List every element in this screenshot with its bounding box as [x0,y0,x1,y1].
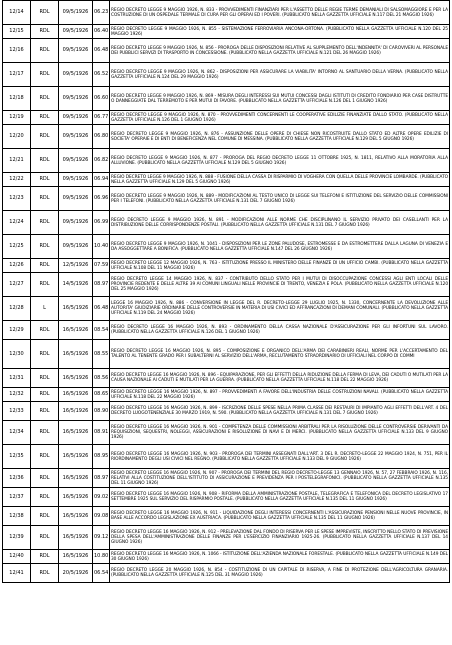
act-type: RDL [31,235,59,259]
act-description: REGIO DECRETO LEGGE 16 MAGGIO 1926, N. 901 - COMPETENZA DELLE COMMISSIONI ARBITRALI PER LA RISOLUZIONE DELLE CONTROVERSIE DERIVANTI DA REQUISIZIONI, SEQUESTRI, NOLEGGI, ASSICURAZIONI E RISOLUZIONE DI NAVI E DI MERCI. (PUBBLICATO NELLA GAZZETTA UFFICIALE N.133 DEL 9 GIUGNO 1926) [110,421,450,445]
act-type: RDL [31,340,59,369]
act-description: REGIO DECRETO LEGGE 16 MAGGIO 1926, N. 897 - PROVVEDIMENTI A FAVORE DELL'INDUSTRIA DELLE COSTRUZIONI NAVALI. (PUBBLICATO NELLA GAZZETTA UFFICIALE N.118 DEL 22 MAGGIO 1926) [111,389,448,400]
table-row [3,526,450,550]
act-date: 09/5/1926 [59,111,93,125]
page-ref: 08.54 [93,321,110,340]
table-row [3,564,450,583]
entry-number: 12/18 [3,87,31,111]
table-row [3,340,450,369]
act-type: RDL [31,526,59,550]
page-ref: 10.80 [93,550,110,564]
table-row [3,402,450,421]
act-date: 16/5/1926 [59,297,93,321]
table-row [3,488,450,507]
act-date: 16/5/1926 [59,488,93,507]
act-description: REGIO DECRETO LEGGE 16 MAGGIO 1926, N. 899 - ISCRIZIONE DELLE SPESE NELLA PRIMA CLASSE DEI RESTAURI DI IMPIANTO AGLI EFFETTI DELL'ART. 4 DEL DECRETO LUOGOTENENZIALE 30 MARZO 1919, N. 590. (PUBBLICATO NELLA GAZZETTA UFFICIALE N.131 DEL 7 GIUGNO 1926) [110,402,450,421]
page-ref: 06.94 [93,173,110,187]
act-date: 09/5/1926 [59,211,93,235]
act-type: RDL [31,445,59,469]
act-type: RDL [31,87,59,111]
page-ref: 06.99 [93,211,110,235]
page-ref: 06.77 [93,111,110,125]
page-ref: 06.80 [93,125,110,149]
act-type: RDL [31,564,59,583]
table-row [3,469,450,488]
act-type: RDL [31,388,59,402]
decree-index-table [2,0,450,583]
table-row [3,369,450,388]
entry-number: 12/31 [3,369,31,388]
decree-rows [3,1,450,583]
act-date: 16/5/1926 [59,469,93,488]
act-date: 16/5/1926 [59,369,93,388]
act-type: RDL [31,488,59,507]
table-row [3,421,450,445]
act-type: RDL [31,39,59,63]
page-ref: 06.23 [93,1,110,25]
act-description: REGIO DECRETO LEGGE 9 MAGGIO 1926, N. 870 - PROVVEDIMENTI CONCERNENTI LE COOPERATIVE EDILIZIE FINANZIATE DALLO STATO. (PUBBLICATO NELLA GAZZETTA UFFICIALE N.126 DEL 1 GIUGNO 1926) [111,112,448,123]
act-date: 16/5/1926 [59,550,93,564]
act-date: 12/5/1926 [59,259,93,273]
entry-number: 12/36 [3,469,31,488]
entry-number: 12/32 [3,388,31,402]
act-date: 09/5/1926 [59,25,93,39]
act-description: REGIO DECRETO LEGGE 16 MAGGIO 1926, N. 911 - LIQUIDAZIONE DEGLI INTERESSI CONCERNENTI L'ASSICURAZIONE PENSIONI NELLE NUOVE PROVINCIE, IN BASE ALLE ACCORDO LEGISLAZIONE EX AUSTRIACA. (PUBBLICATO NELLA GAZZETTA UFFICIALE N.135 DEL 11 GIUGNO 1926) [110,507,450,526]
table-row [3,39,450,63]
act-description: REGIO DECRETO LEGGE 20 MAGGIO 1926, N. 854 - COSTITUZIONE DI UN CAPITALE DI RISERVA, A FINE DI PROTEZIONE DELL'AGRICOLTURA GRANARIA. (PUBBLICATO NELLA GAZZETTA UFFICIALE N.125 DEL 31 MAGGIO 1926) [110,564,450,583]
entry-number: 12/26 [3,259,31,273]
act-date: 09/5/1926 [59,173,93,187]
act-date: 16/5/1926 [59,445,93,469]
page-ref: 06.96 [93,187,110,211]
act-type: RDL [31,550,59,564]
act-date: 09/5/1926 [59,63,93,87]
page-ref: 06.52 [93,63,110,87]
act-description: REGIO DECRETO LEGGE 9 MAGGIO 1926, N. 869 - MISURA DEGLI INTERESSI SUI MUTUI CONCESSI DAGLI ISTITUTI DI CREDITO FONDIARIO PER CASE DISTRUTTE O DANNEGGIATE DAL TERREMOTO E PER MUTUI DI FAVORE. (PUBBLICATO NELLA GAZZETTA UFFICIALE N.126 DEL 1 GIUGNO 1926) [110,87,450,111]
act-description: REGIO DECRETO LEGGE 16 MAGGIO 1926, N. 1066 - ISTITUZIONE DELL'AZIENDA NAZIONALE FORESTALE. (PUBBLICATO NELLA GAZZETTA UFFICIALE N.149 DEL 30 GIUGNO 1926) [111,551,448,562]
act-date: 09/5/1926 [59,87,93,111]
page-ref: 09.02 [93,488,110,507]
act-description: REGIO DECRETO LEGGE 9 MAGGIO 1926, N. 856 - PROROGA DELLE DISPOSIZIONI RELATIVE AL SUPPLEMENTO DELL'INDENNITA' DI CAROVIVERI AL PERSONALE DEI PUBBLICI SERVIZI DI TRASPORTO IN CONCESSIONE. (PUBBLICATO NELLA GAZZETTA UFFICIALE N.121 DEL 26 MAGGIO 1926) [110,39,450,63]
act-description: REGIO DECRETO LEGGE 16 MAGGIO 1926, N. 903 - PROROGA DEI TERMINI ASSEGNATI DALL'ART. 3 DEL R. DECRETO-LEGGE 22 MAGGIO 1924, N. 751, PER IL RIORDINAMENTO DEGLI USI CIVICI NEL REGNO. (PUBBLICATO NELLA GAZZETTA UFFICIALE N.133 DEL 9 GIUGNO 1926) [110,445,450,469]
entry-number: 12/16 [3,39,31,63]
act-date: 16/5/1926 [59,402,93,421]
entry-number: 12/38 [3,507,31,526]
act-type: RDL [31,1,59,25]
act-date: 09/5/1926 [59,125,93,149]
act-type: RDL [31,421,59,445]
entry-number: 12/20 [3,125,31,149]
entry-number: 12/14 [3,1,31,25]
entry-number: 12/22 [3,173,31,187]
entry-number: 12/24 [3,211,31,235]
table-row [3,445,450,469]
act-date: 09/5/1926 [59,235,93,259]
act-description: REGIO DECRETO LEGGE 9 MAGGIO 1926, N. 891 - MODIFICAZIONI ALLE NORME CHE DISCIPLINANO IL SERVIZIO PRIVATO DEI CASELLANTI PER LA DISTRIBUZIONE DELLE CORRISPONDENZE POSTALI. (PUBBLICATO NELLA GAZZETTA UFFICIALE N.131 DEL 7 GIUGNO 1926) [110,211,450,235]
act-description: REGIO DECRETO LEGGE 12 MAGGIO 1926, N. 763 - ISTITUZIONE PRESSO IL MINISTERO DELLE FINANZE DI UN UFFICIO CAMBI. (PUBBLICATO NELLA GAZZETTA UFFICIALE N.108 DEL 11 MAGGIO 1926) [111,260,448,271]
table-row [3,87,450,111]
act-description: REGIO DECRETO LEGGE 16 MAGGIO 1926, N. 908 - RIFORMA DELLA AMMINISTRAZIONE POSTALE, TELEGRAFICA E TELEFONICA DEL DECRETO LEGISLATIVO 17 SETTEMBRE 1925 SUL SERVIZIO DEL RISPARMIO POSTALE. (PUBBLICATO NELLA GAZZETTA UFFICIALE N.135 DEL 11 GIUGNO 1926) [110,488,450,507]
entry-number: 12/37 [3,488,31,507]
act-type: RDL [31,469,59,488]
entry-number: 12/27 [3,273,31,297]
act-type: RDL [31,369,59,388]
table-row [3,125,450,149]
act-type: RDL [31,149,59,173]
entry-number: 12/19 [3,111,31,125]
entry-number: 12/41 [3,564,31,583]
table-row [3,211,450,235]
act-type: RDL [31,125,59,149]
page-ref: 06.60 [93,87,110,111]
act-type: RDL [31,402,59,421]
page-ref: 08.97 [93,469,110,488]
act-type: RDL [31,259,59,273]
act-date: 09/5/1926 [59,39,93,63]
table-row [3,273,450,297]
entry-number: 12/17 [3,63,31,87]
act-description: REGIO DECRETO LEGGE 16 MAGGIO 1926, N. 896 - EQUIPARAZIONE, PER GLI EFFETTI DELLA RIDUZIONE DELLA FERMA DI LEVA, DEI CADUTI O MUTILATI PER LA CAUSA NAZIONALE AI CADUTI E MUTILATI PER LA GUERRA. (PUBBLICATO NELLA GAZZETTA UFFICIALE N.118 DEL 22 MAGGIO 1926) [110,369,450,388]
act-description: LEGGE 16 MAGGIO 1926, N. 886 - CONVERSIONE IN LEGGE DEL R. DECRETO-LEGGE 29 LUGLIO 1925, N. 1330, CONCERNENTE LA DEVOLUZIONE ALLE AUTORITA' GIUDIZIARIE ORDINARIE DELLE CONTROVERSIE IN MATERIA DI USI CIVICI ED AFFRANCAZIONI DI DEMANI COMUNALI. (PUBBLICATO NELLA GAZZETTA UFFICIALE N.119 DEL 24 MAGGIO 1926) [110,297,450,321]
entry-number: 12/15 [3,25,31,39]
act-description: REGIO DECRETO LEGGE 9 MAGGIO 1926, N. 888 - FUSIONE DELLA CASSA DI RISPARMIO DI VOGHERA CON QUELLA DELLE PROVINCIE LOMBARDE. (PUBBLICATO NELLA GAZZETTA UFFICIALE N.129 DEL 5 GIUGNO 1926) [111,174,448,185]
table-row [3,388,450,402]
page-ref: 08.91 [93,421,110,445]
entry-number: 12/40 [3,550,31,564]
table-row [3,63,450,87]
page-ref: 09.12 [93,526,110,550]
entry-number: 12/23 [3,187,31,211]
act-type: L [31,297,59,321]
act-type: RDL [31,273,59,297]
page-ref: 08.56 [93,369,110,388]
page-ref: 10.40 [93,235,110,259]
act-description: REGIO DECRETO LEGGE 9 MAGGIO 1926, N. 833 - PROVVEDIMENTI FINANZIARI PER L'ASSETTO DELLE REGIE TERME DEMANIALI DI SALSOMAGGIORE E PER LA COSTRUZIONE DI UN OSPEDALE TERMALE DI CURA PER GLI OPERAI ED I POVERI. (PUBBLICATO NELLA GAZZETTA UFFICIALE N.117 DEL 21 MAGGIO 1926) [110,1,450,25]
entry-number: 12/33 [3,402,31,421]
table-row [3,297,450,321]
table-row [3,187,450,211]
act-date: 09/5/1926 [59,149,93,173]
page-ref: 09.08 [93,507,110,526]
act-description: REGIO DECRETO LEGGE 14 MAGGIO 1926, N. 837 - CONTRIBUTO DELLO STATO PER I MUTUI DI DISOCCUPAZIONE CONCESSI AGLI ENTI LOCALI DELLE PROVINCIE REDENTE E DELLE ALTRE 39 AI COMUNI LINGUALI NELLE PROVINCIE DI TRENTO, VENEZIA E POLA. (PUBBLICATO NELLA GAZZETTA UFFICIALE N.120 DEL 25 MAGGIO 1926) [110,273,450,297]
entry-number: 12/34 [3,421,31,445]
act-type: RDL [31,25,59,39]
act-type: RDL [31,63,59,87]
act-description: REGIO DECRETO LEGGE 9 MAGGIO 1926, N. 1041 - DISPOSIZIONI PER LE ZONE PALUDOSE, ESTROMESSE E DA ESTROMETTERE DALLA LAGUNA DI VENEZIA E DA ASSOGGETTARE A BONIFICA. (PUBBLICATO NELLA GAZZETTA UFFICIALE N.147 DEL 26 GIUGNO 1926) [110,235,450,259]
act-type: RDL [31,507,59,526]
table-row [3,1,450,25]
page-ref: 07.59 [93,259,110,273]
table-row [3,149,450,173]
act-date: 09/5/1926 [59,1,93,25]
page-ref: 06.54 [93,564,110,583]
page-ref: 08.55 [93,340,110,369]
act-description: REGIO DECRETO LEGGE 9 MAGGIO 1926, N. 876 - ASSUNZIONE DELLE OPERE DI CHIESE NON RICOSTRUITE DALLO STATO ED ALTRE OPERE EDILIZIE DI SOCIETA' OPERAIE E DI ENTI DI BENEFICENZA NEL COMUNE DI MESSINA. (PUBBLICATO NELLA GAZZETTA UFFICIALE N.129 DEL 5 GIUGNO 1926) [110,125,450,149]
page-ref: 06.48 [93,297,110,321]
entry-number: 12/30 [3,340,31,369]
act-date: 16/5/1926 [59,388,93,402]
act-description: REGIO DECRETO LEGGE 9 MAGGIO 1926, N. 862 - DISPOSIZIONI PER ASSICURARE LA VIABILITA' INTORNO AL SANTUARIO DELLA VERNA. (PUBBLICATO NELLA GAZZETTA UFFICIALE N.124 DEL 29 MAGGIO 1926) [110,63,450,87]
page-ref: 08.65 [93,388,110,402]
act-date: 16/5/1926 [59,526,93,550]
table-row [3,507,450,526]
act-date: 16/5/1926 [59,340,93,369]
act-type: RDL [31,111,59,125]
entry-number: 12/28 [3,297,31,321]
table-row [3,111,450,125]
act-date: 14/5/1926 [59,273,93,297]
page-ref: 06.48 [93,39,110,63]
table-row [3,235,450,259]
table-row [3,259,450,273]
table-row [3,25,450,39]
act-date: 09/5/1926 [59,187,93,211]
page-ref: 06.82 [93,149,110,173]
act-date: 16/5/1926 [59,421,93,445]
page-ref: 08.95 [93,445,110,469]
act-description: REGIO DECRETO LEGGE 9 MAGGIO 1926, N. 855 - SISTEMAZIONE FERROVIARIA ANCONA-ORTONA. (PUBBLICATO NELLA GAZZETTA UFFICIALE N.120 DEL 25 MAGGIO 1926) [111,26,448,37]
act-type: RDL [31,211,59,235]
entry-number: 12/39 [3,526,31,550]
act-description: REGIO DECRETO LEGGE 16 MAGGIO 1926, N. 907 - PROROGA DEI TERMINI DEL REGIO DECRETO-LEGGE 13 GENNAIO 1926, N. 57, 27 FEBBRAIO 1926, N. 116, RELATIVI ALLA COSTITUZIONE DELL'ISTITUTO DI ASSICURAZIONE E PREVIDENZA PER I POSTELEGRAFONICI. (PUBBLICATO NELLA GAZZETTA UFFICIALE N.135 DEL 11 GIUGNO 1926) [111,470,448,486]
act-description: REGIO DECRETO LEGGE 9 MAGGIO 1926, N. 877 - PROROGA DEL REGIO DECRETO LEGGE 11 OTTOBRE 1925, N. 1811, RELATIVO ALLA MORATORIA ALLA ALLUVIONE. (PUBBLICATO NELLA GAZZETTA UFFICIALE N.129 DEL 5 GIUGNO 1926) [110,149,450,173]
entry-number: 12/29 [3,321,31,340]
act-date: 16/5/1926 [59,321,93,340]
table-row [3,550,450,564]
act-description: REGIO DECRETO LEGGE 9 MAGGIO 1926, N. 889 - MODIFICAZIONI AL TESTO UNICO DI LEGGE SUI TELEFONI E ISTITUZIONE DEL SERVIZIO DELLE COMMISSIONI PER I TELEFONI. (PUBBLICATO NELLA GAZZETTA UFFICIALE N.131 DEL 7 GIUGNO 1926) [110,187,450,211]
act-type: RDL [31,173,59,187]
page-ref: 08.90 [93,402,110,421]
entry-number: 12/21 [3,149,31,173]
act-date: 16/5/1926 [59,507,93,526]
entry-number: 12/25 [3,235,31,259]
table-row [3,173,450,187]
act-type: RDL [31,321,59,340]
entry-number: 12/35 [3,445,31,469]
table-row [3,321,450,340]
page-ref: 06.40 [93,25,110,39]
act-type: RDL [31,187,59,211]
act-description: REGIO DECRETO LEGGE 16 MAGGIO 1926, N. 912 - PRELEVAZIONE DAL FONDO DI RISERVA PER LE SPESE IMPREVISTE, INSCRITTO NELLO STATO DI PREVISIONE DELLA SPESA DELL'AMMINISTRAZIONE DELLE FINANZE PER L'ESERCIZIO FINANZIARIO 1925-26. (PUBBLICATO NELLA GAZZETTA UFFICIALE N.137 DEL 14 GIUGNO 1926) [110,526,450,550]
page-ref: 08.97 [93,273,110,297]
act-description: REGIO DECRETO LEGGE 16 MAGGIO 1926, N. 893 - ORDINAMENTO DELLA CASSA NAZIONALE D'ASSICURAZIONE PER GLI INFORTUNI SUL LAVORO. (PUBBLICATO NELLA GAZZETTA UFFICIALE N.126 DEL 1 GIUGNO 1926) [110,321,450,340]
act-description: REGIO DECRETO LEGGE 16 MAGGIO 1926, N. 895 - COMPOSIZIONE E ORGANICO DELL'ARMA DEI CARABINIERI REALI, NORME PER L'ACCERTAMENTO DEL TALENTO AL TENENTE GRADO PER I SUBALTERNI AL SERVIZIO DELL'ARMA, RECLUTAMENTO STRAORDINARIO DI UFFICIALI NEL CORPO DI COMMI [110,340,450,369]
act-date: 20/5/1926 [59,564,93,583]
